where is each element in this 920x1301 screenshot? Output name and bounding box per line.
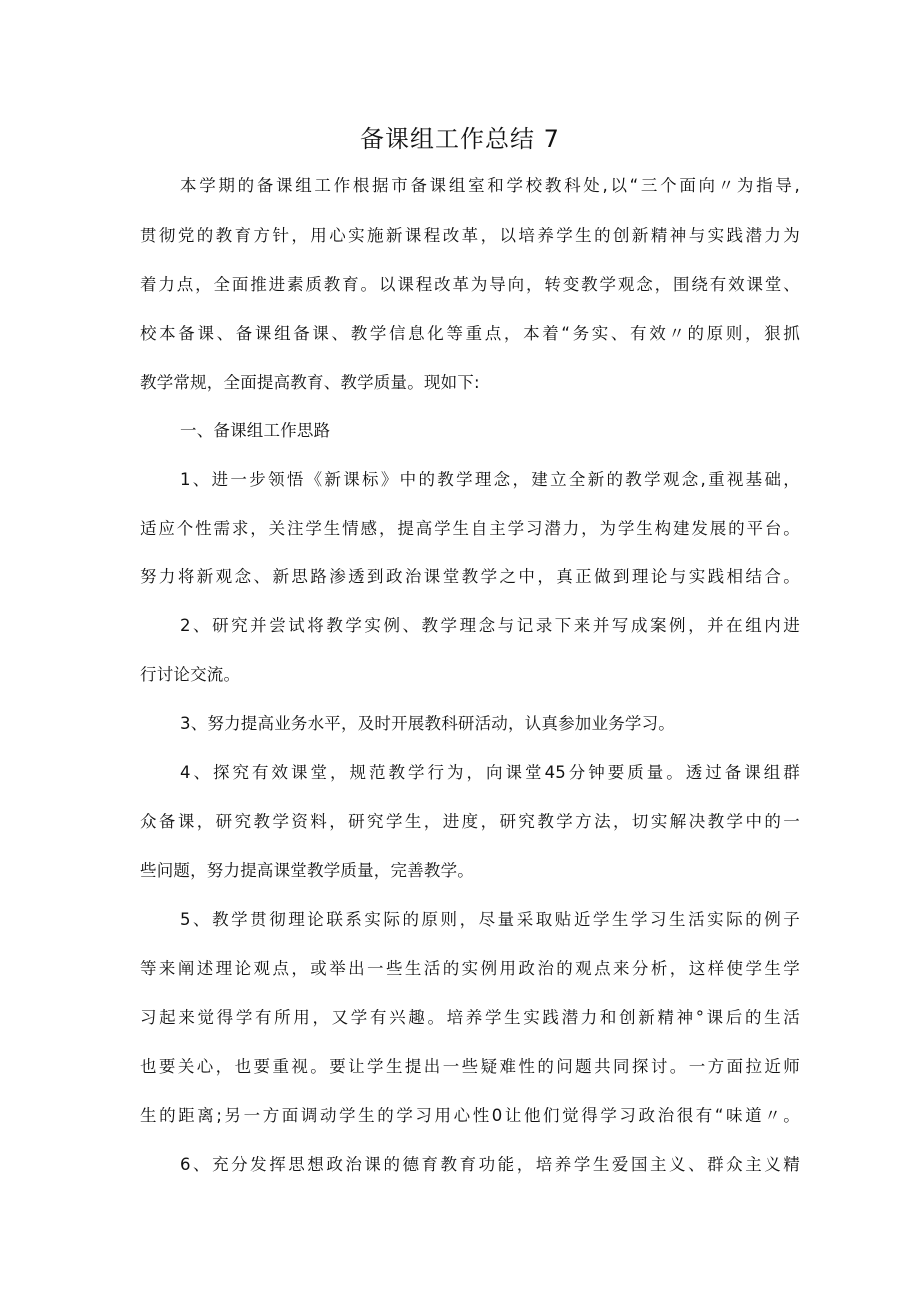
paragraph-line: 6、充分发挥思想政治课的德育教育功能，培养学生爱国主义、群众主义精 [180,1155,800,1174]
paragraph-line: 教学常规，全面提高教育、教学质量。现如下: [140,373,480,392]
paragraph-line: 行讨论交流。 [140,665,241,684]
paragraph-line: 适应个性需求，关注学生情感，提高学生自主学习潜力，为学生构建发展的平台。 [140,519,800,538]
paragraph-line: 习起来觉得学有所用，又学有兴趣。培养学生实践潜力和创新精神°课后的生活 [140,1008,800,1027]
paragraph-line: 贯彻党的教育方针，用心实施新课程改革，以培养学生的创新精神与实践潜力为 [140,226,800,245]
paragraph-line: 生的距离;另一方面调动学生的学习用心性0让他们觉得学习政治很有“味道〃。 [140,1106,800,1125]
paragraph-line: 些问题，努力提高课堂教学质量，完善教学。 [140,861,474,880]
paragraph-line: 5、教学贯彻理论联系实际的原则，尽量采取贴近学生学习生活实际的例子 [180,910,800,929]
paragraph-line: 着力点，全面推进素质教育。以课程改革为导向，转变教学观念，围绕有效课堂、 [140,275,800,294]
paragraph-line: 3、努力提高业务水平，及时开展教科研活动，认真参加业务学习。 [180,714,675,733]
paragraph-line: 努力将新观念、新思路渗透到政治课堂教学之中，真正做到理论与实践相结合。 [140,567,800,586]
paragraph-line: 校本备课、备课组备课、教学信息化等重点，本着“务实、有效〃的原则，狠抓 [140,324,800,343]
paragraph-line: 1、进一步领悟《新课标》中的教学理念，建立全新的教学观念,重视基础， [180,470,800,489]
paragraph-line: 也要关心，也要重视。要让学生提出一些疑难性的问题共同探讨。一方面拉近师 [140,1057,800,1076]
document-title: 备课组工作总结 7 [360,125,560,153]
paragraph-line: 众备课，研究教学资料，研究学生，进度，研究教学方法，切实解决教学中的一 [140,812,800,831]
paragraph-line: 等来阐述理论观点，或举出一些生活的实例用政治的观点来分析，这样使学生学 [140,959,800,978]
paragraph-line: 本学期的备课组工作根据市备课组室和学校教科处,以“三个面向〃为指导, [180,176,800,195]
paragraph-line: 4、探究有效课堂，规范教学行为，向课堂45分钟要质量。透过备课组群 [180,763,800,782]
paragraph-line: 2、研究并尝试将教学实例、教学理念与记录下来并写成案例，并在组内进 [180,616,800,635]
section-heading: 一、备课组工作思路 [180,421,331,440]
